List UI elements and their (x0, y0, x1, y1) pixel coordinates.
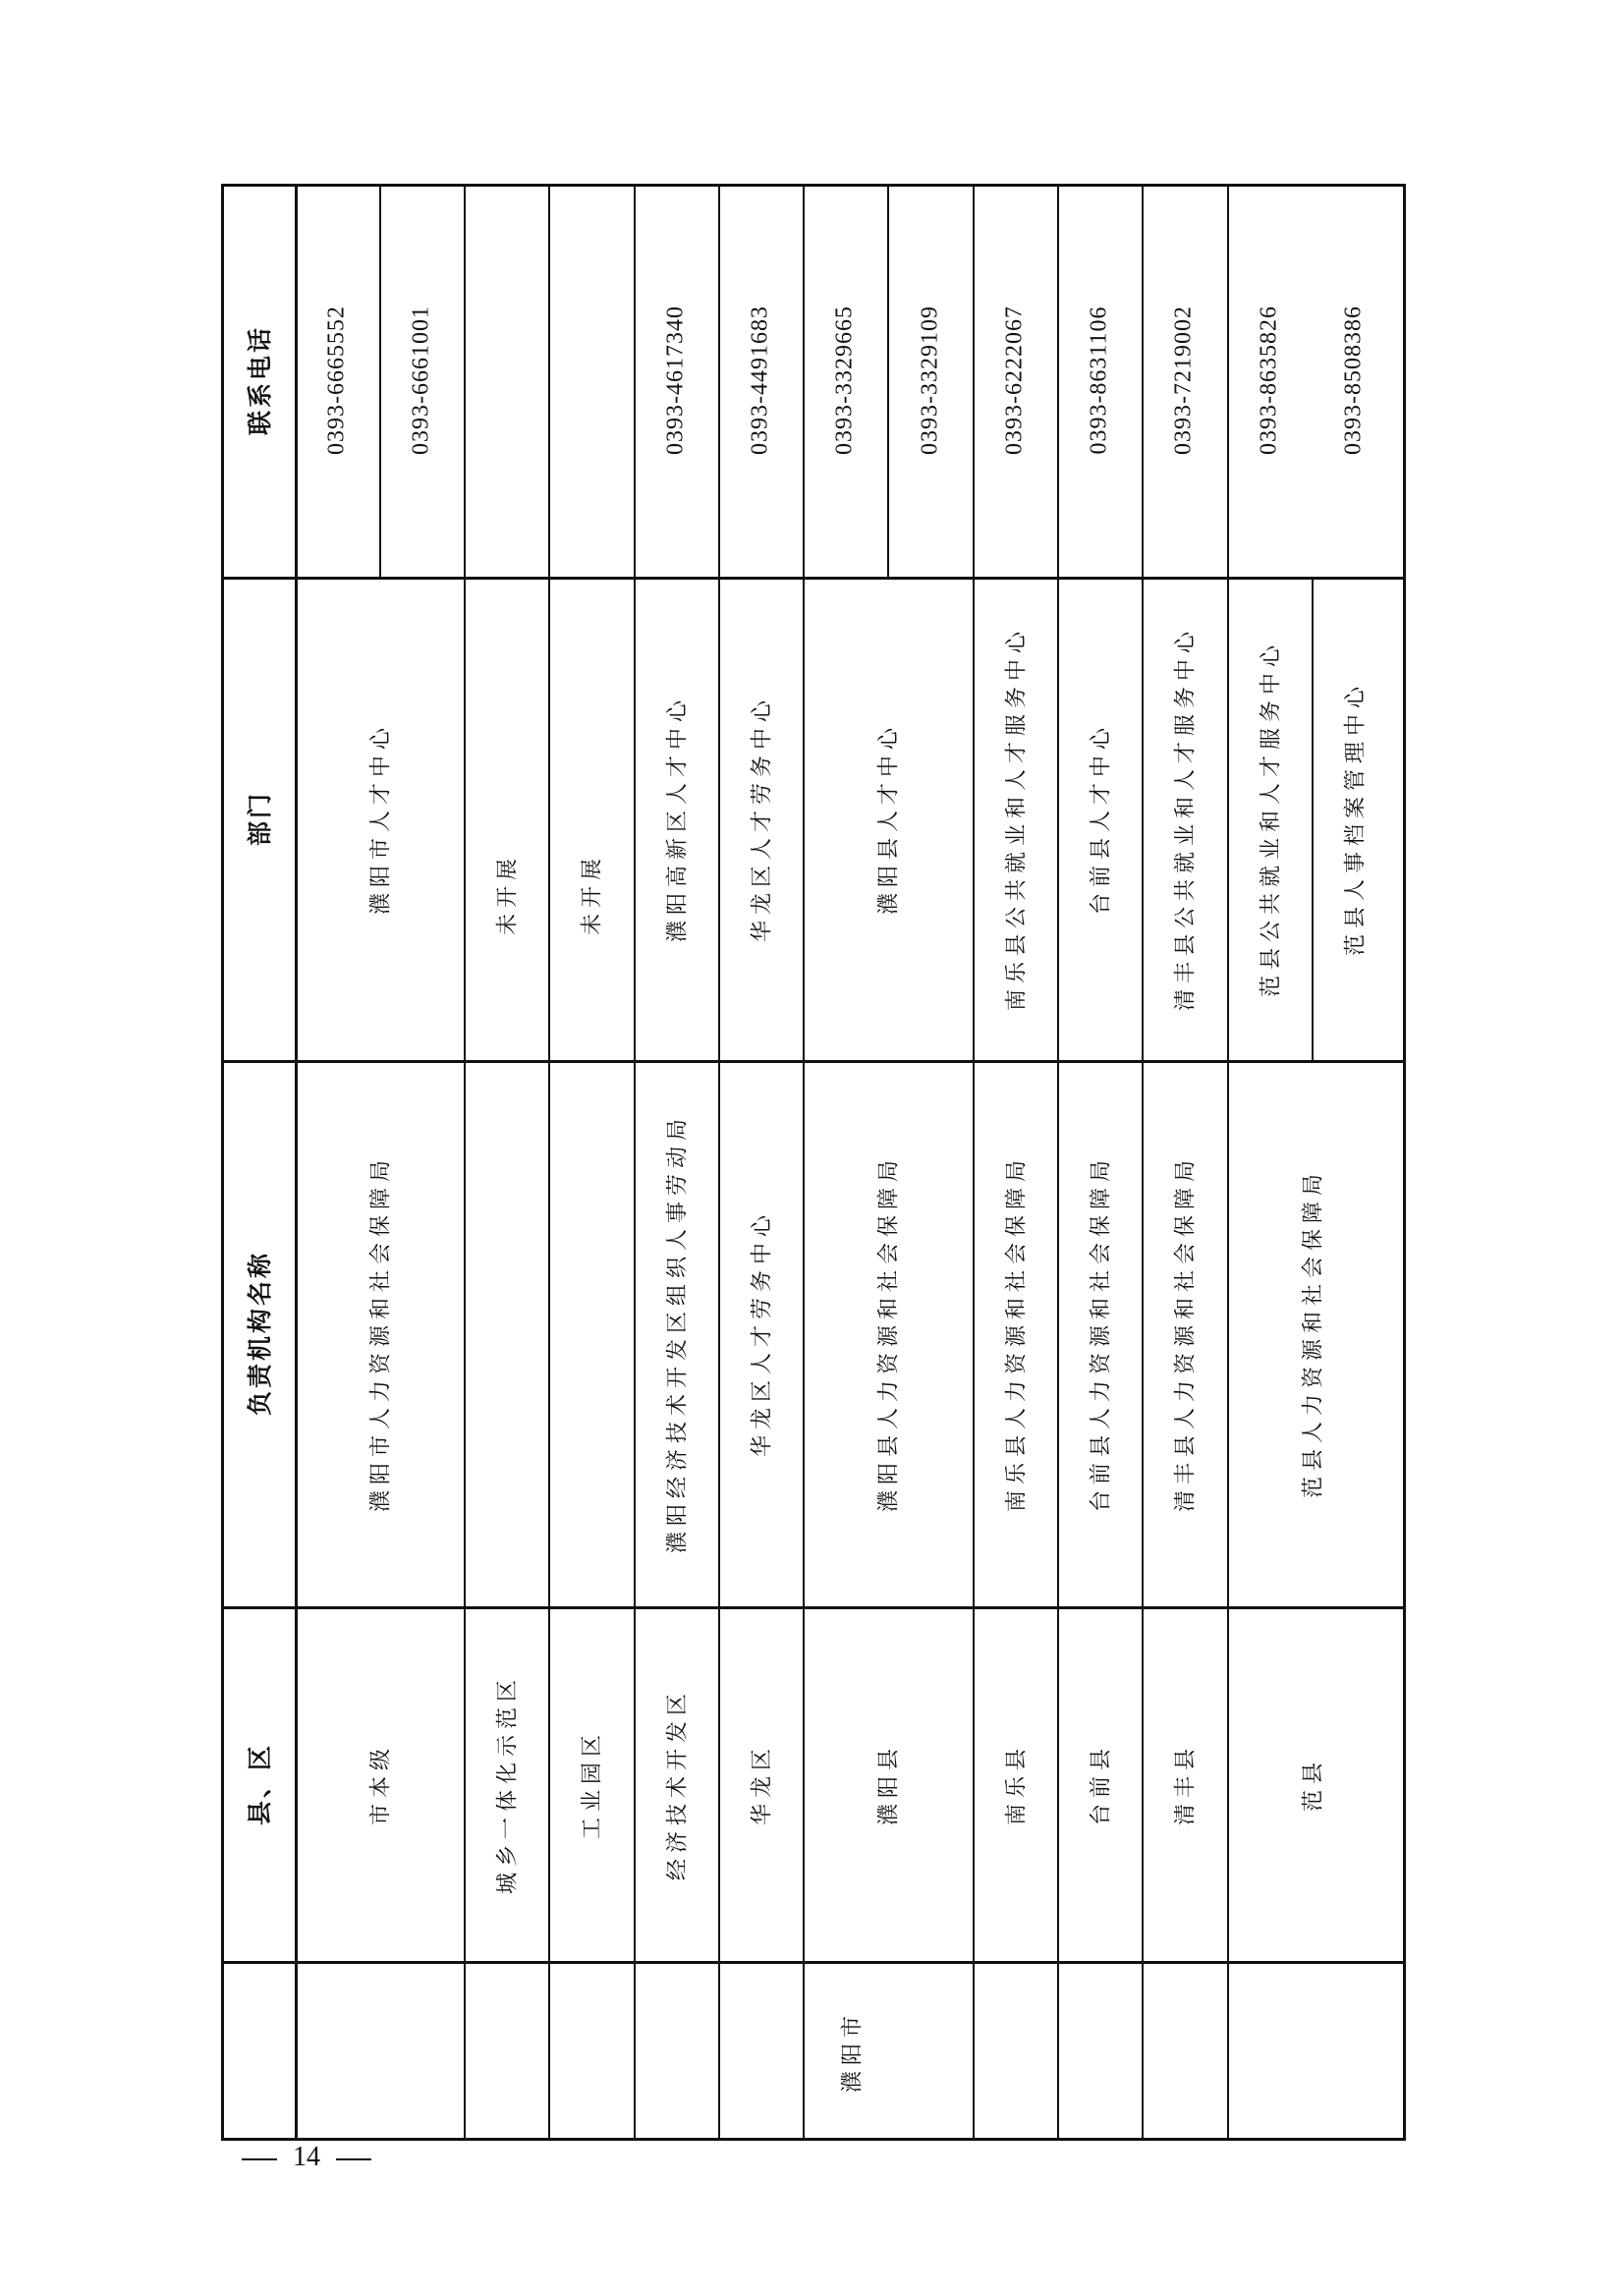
department: 南乐县公共就业和人才服务中心 (1004, 625, 1030, 1012)
phone: 0393-8508386 (1340, 306, 1367, 455)
page-number: 14 (226, 2142, 387, 2173)
county: 台前县 (1089, 1742, 1114, 1826)
county: 市本级 (368, 1742, 394, 1826)
header-org: 负责机构名称 (246, 1250, 274, 1417)
county: 范县 (1301, 1756, 1326, 1813)
department: 清丰县公共就业和人才服务中心 (1173, 625, 1199, 1012)
county: 濮阳县 (876, 1742, 902, 1826)
phone: 0393-7219002 (1170, 306, 1197, 455)
header-department: 部门 (246, 790, 274, 847)
department: 华龙区人才劳务中心 (750, 694, 775, 943)
phone: 0393-6222067 (1001, 306, 1028, 455)
county: 南乐县 (1004, 1742, 1030, 1826)
county: 工业园区 (580, 1728, 605, 1840)
phone: 0393-8631106 (1086, 306, 1112, 455)
phone: 0393-3329665 (831, 306, 858, 455)
department: 范县人事档案管理中心 (1343, 680, 1369, 957)
department: 未开展 (495, 852, 521, 936)
org: 台前县人力资源和社会保障局 (1089, 1153, 1114, 1513)
county: 城乡一体化示范区 (495, 1673, 521, 1895)
department: 范县公共就业和人才服务中心 (1259, 639, 1284, 998)
department: 未开展 (580, 852, 605, 936)
department: 濮阳市人才中心 (368, 721, 394, 916)
org: 清丰县人力资源和社会保障局 (1173, 1153, 1199, 1513)
org: 范县人力资源和社会保障局 (1301, 1167, 1326, 1499)
phone: 0393-4617340 (662, 306, 689, 455)
org: 濮阳县人力资源和社会保障局 (876, 1153, 902, 1513)
org: 华龙区人才劳务中心 (750, 1208, 775, 1458)
phone: 0393-8635826 (1256, 306, 1282, 455)
org: 南乐县人力资源和社会保障局 (1004, 1153, 1030, 1513)
phone: 0393-6661001 (408, 306, 434, 455)
department: 濮阳高新区人才中心 (665, 694, 691, 943)
county: 经济技术开发区 (665, 1687, 691, 1881)
org: 濮阳经济技术开发区组织人事劳动局 (665, 1112, 691, 1554)
department: 濮阳县人才中心 (876, 721, 902, 916)
org: 濮阳市人力资源和社会保障局 (368, 1153, 394, 1513)
phone: 0393-4491683 (747, 306, 773, 455)
county: 清丰县 (1173, 1742, 1199, 1826)
phone: 0393-6665552 (323, 306, 350, 455)
phone: 0393-3329109 (917, 306, 943, 455)
county: 华龙区 (750, 1742, 775, 1826)
header-phone: 联系电话 (246, 324, 274, 436)
header-county: 县、区 (246, 1742, 274, 1826)
city-label: 濮阳市 (840, 2009, 866, 2094)
department: 台前县人才中心 (1089, 721, 1114, 916)
